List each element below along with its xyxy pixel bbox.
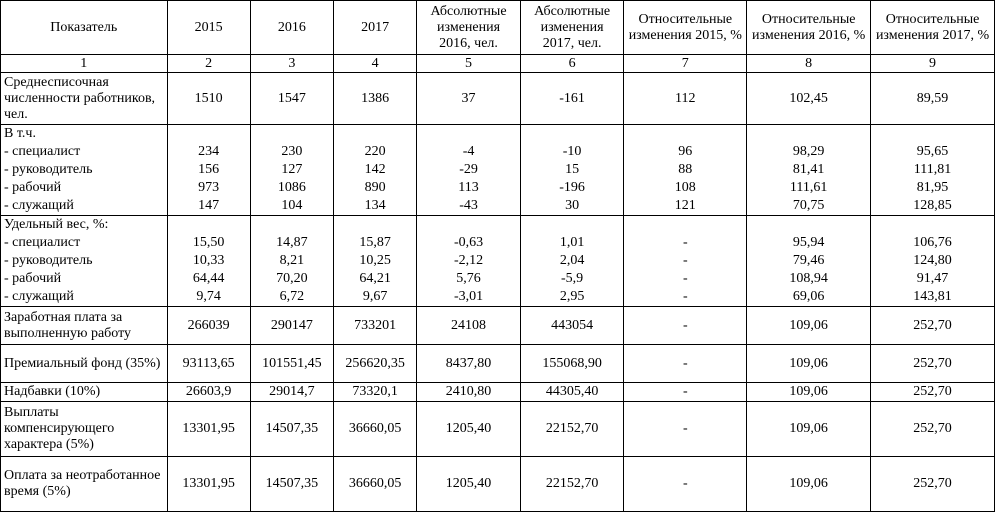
cell-line: 95,65 (916, 144, 949, 159)
cell-line: - рабочий (4, 271, 62, 286)
cell-line: 64,21 (359, 271, 391, 286)
cell-line: 156 (198, 162, 220, 177)
table-cell: 22152,70 (520, 457, 624, 512)
cell-line: 98,29 (792, 144, 825, 159)
cell-line: -43 (459, 198, 478, 213)
cell-line: 220 (364, 144, 386, 159)
cell-line: 142 (364, 162, 386, 177)
column-header: Абсолютные изменения 2016, чел. (417, 1, 521, 55)
column-number-row (1, 55, 995, 73)
table-cell: 8437,80 (417, 345, 521, 383)
cell-line (254, 216, 330, 234)
cell-line: 108,94 (789, 271, 828, 286)
row-label-cell: Выплаты компенсирующего характера (5%) (1, 402, 168, 457)
table-row-wages (1, 307, 995, 345)
table-cell: 26603,9 (167, 383, 250, 402)
cell-line (874, 216, 991, 234)
table-cell: - (624, 383, 747, 402)
table-cell: 73320,1 (334, 383, 417, 402)
table-cell (520, 216, 624, 307)
column-header: 2016 (250, 1, 333, 55)
table-cell: - (624, 402, 747, 457)
cell-line: 9,67 (362, 289, 388, 304)
row-label-cell: Надбавки (10%) (1, 383, 168, 402)
cell-line: 143,81 (913, 289, 952, 304)
cell-line: 1,01 (559, 235, 585, 250)
cell-line (874, 125, 991, 143)
cell-line (420, 125, 517, 143)
table-cell (250, 125, 333, 216)
row-label-cell: Премиальный фонд (35%) (1, 345, 168, 383)
cell-line: 2,04 (559, 253, 585, 268)
table-cell: 443054 (520, 307, 624, 345)
table-cell: 290147 (250, 307, 333, 345)
cell-line (627, 125, 743, 143)
table-cell: 252,70 (871, 345, 995, 383)
cell-line: 70,75 (792, 198, 825, 213)
cell-line: - специалист (4, 144, 81, 159)
table-cell: 155068,90 (520, 345, 624, 383)
table-cell: 4 (334, 55, 417, 73)
table-cell: 109,06 (747, 457, 871, 512)
table-cell: 2 (167, 55, 250, 73)
cell-line: 108 (674, 180, 696, 195)
cell-line: - рабочий (4, 180, 62, 195)
cell-line: 14,87 (276, 235, 308, 250)
cell-line: - руководитель (4, 162, 93, 177)
cell-line: 111,61 (789, 180, 828, 195)
table-row-compensation (1, 402, 995, 457)
cell-line (524, 216, 621, 234)
column-header: Относительные изменения 2017, % (871, 1, 995, 55)
cell-line: 10,25 (359, 253, 391, 268)
table-cell: 44305,40 (520, 383, 624, 402)
cell-line: 106,76 (913, 235, 952, 250)
table-cell: 112 (624, 73, 747, 125)
cell-line: 81,41 (792, 162, 825, 177)
table-cell: 22152,70 (520, 402, 624, 457)
row-label-cell: Заработная плата за выполненную работу (1, 307, 168, 345)
cell-line: -4 (462, 144, 475, 159)
cell-line (171, 125, 247, 143)
cell-line: - (682, 271, 688, 286)
table-cell: 109,06 (747, 383, 871, 402)
table-cell (417, 125, 521, 216)
cell-line: 234 (198, 144, 220, 159)
cell-line: 9,74 (196, 289, 221, 304)
row-label-cell: Среднесписочная численности работников, чел. (1, 73, 168, 125)
column-header: Относительные изменения 2015, % (624, 1, 747, 55)
table-cell: - (624, 457, 747, 512)
table-cell (520, 125, 624, 216)
table-cell: 1205,40 (417, 402, 521, 457)
cell-line (337, 216, 413, 234)
table-cell: 6 (520, 55, 624, 73)
table-cell: 252,70 (871, 402, 995, 457)
table-cell: 1547 (250, 73, 333, 125)
table-cell: 13301,95 (167, 457, 250, 512)
table-cell: 252,70 (871, 457, 995, 512)
table-cell (417, 216, 521, 307)
cell-line: 96 (678, 144, 693, 159)
table-cell: 1386 (334, 73, 417, 125)
cell-line: 91,47 (916, 271, 949, 286)
cell-line: - (682, 289, 688, 304)
table-cell (747, 125, 871, 216)
table-cell: 9 (871, 55, 995, 73)
table-cell (624, 216, 747, 307)
table-cell (334, 216, 417, 307)
cell-line: 230 (281, 144, 303, 159)
cell-line: 8,21 (279, 253, 305, 268)
cell-line: 1086 (277, 180, 306, 195)
table-cell: 29014,7 (250, 383, 333, 402)
cell-line: 104 (281, 198, 303, 213)
cell-line (420, 216, 517, 234)
table-cell: 37 (417, 73, 521, 125)
cell-line: - служащий (4, 198, 74, 213)
cell-line: Удельный вес, %: (4, 217, 109, 232)
table-cell: 13301,95 (167, 402, 250, 457)
table-cell: 36660,05 (334, 457, 417, 512)
cell-line: 15 (565, 162, 580, 177)
column-header: Показатель (1, 1, 168, 55)
cell-line (627, 216, 743, 234)
cell-line: 890 (364, 180, 386, 195)
table-cell: - (624, 307, 747, 345)
cell-line: 121 (674, 198, 696, 213)
cell-line: - руководитель (4, 253, 93, 268)
cell-line: 88 (678, 162, 693, 177)
cell-line: 134 (364, 198, 386, 213)
table-row-including (1, 125, 995, 216)
table-row-share (1, 216, 995, 307)
cell-line: 70,20 (276, 271, 308, 286)
table-cell (624, 125, 747, 216)
table-row-bonus (1, 345, 995, 383)
table-cell: 101551,45 (250, 345, 333, 383)
row-label-cell (1, 125, 168, 216)
table-row-avg-headcount (1, 73, 995, 125)
table-cell: 1205,40 (417, 457, 521, 512)
table-cell (167, 125, 250, 216)
cell-line: 128,85 (913, 198, 952, 213)
column-header: 2017 (334, 1, 417, 55)
row-label-cell: Оплата за неотработанное время (5%) (1, 457, 168, 512)
cell-line: -10 (562, 144, 582, 159)
table-cell: 733201 (334, 307, 417, 345)
cell-line (254, 125, 330, 143)
table-cell (747, 216, 871, 307)
header-row (1, 1, 995, 55)
cell-line: 95,94 (792, 235, 825, 250)
cell-line: -2,12 (453, 253, 484, 268)
table-cell: 5 (417, 55, 521, 73)
cell-line: 2,95 (559, 289, 585, 304)
cell-line: 64,44 (192, 271, 225, 286)
cell-line (750, 125, 867, 143)
cell-line: -3,01 (453, 289, 484, 304)
table-cell (334, 125, 417, 216)
cell-line: 127 (281, 162, 303, 177)
cell-line: - специалист (4, 235, 81, 250)
table-row-allowance (1, 383, 995, 402)
cell-line: -29 (459, 162, 478, 177)
table-cell: -161 (520, 73, 624, 125)
table-cell: - (624, 345, 747, 383)
cell-line: 15,87 (359, 235, 391, 250)
table-cell: 8 (747, 55, 871, 73)
table-cell: 109,06 (747, 402, 871, 457)
cell-line (750, 216, 867, 234)
cell-line: 79,46 (792, 253, 825, 268)
column-header: Абсолютные изменения 2017, чел. (520, 1, 624, 55)
table-cell: 1510 (167, 73, 250, 125)
cell-line: -0,63 (453, 235, 484, 250)
table-cell: 93113,65 (167, 345, 250, 383)
cell-line: - служащий (4, 289, 74, 304)
table-cell: 89,59 (871, 73, 995, 125)
table-cell: 14507,35 (250, 457, 333, 512)
row-label-cell (1, 216, 168, 307)
cell-line: В т.ч. (4, 126, 36, 141)
column-header: 2015 (167, 1, 250, 55)
table-cell (871, 216, 995, 307)
cell-line: 10,33 (192, 253, 225, 268)
table-cell: 2410,80 (417, 383, 521, 402)
cell-line: - (682, 235, 688, 250)
column-header: Относительные изменения 2016, % (747, 1, 871, 55)
cell-line: 111,81 (913, 162, 952, 177)
table-cell: 256620,35 (334, 345, 417, 383)
cell-line: 973 (198, 180, 220, 195)
cell-line: 147 (198, 198, 220, 213)
table-cell: 252,70 (871, 383, 995, 402)
cell-line: 6,72 (279, 289, 305, 304)
cell-line (524, 125, 621, 143)
cell-line: 15,50 (192, 235, 225, 250)
cell-line (171, 216, 247, 234)
cell-line: - (682, 253, 688, 268)
table-cell: 252,70 (871, 307, 995, 345)
table-cell: 102,45 (747, 73, 871, 125)
table-cell: 24108 (417, 307, 521, 345)
table-cell (167, 216, 250, 307)
table-cell (871, 125, 995, 216)
cell-line: -5,9 (561, 271, 584, 286)
cell-line: 5,76 (456, 271, 481, 286)
table-cell (250, 216, 333, 307)
cell-line: 81,95 (916, 180, 949, 195)
cell-line: 30 (565, 198, 580, 213)
table-row-unworked (1, 457, 995, 512)
cell-line: -196 (559, 180, 585, 195)
table-cell: 3 (250, 55, 333, 73)
table-cell: 109,06 (747, 307, 871, 345)
cell-line: 124,80 (913, 253, 952, 268)
cell-line: 113 (458, 180, 479, 195)
cell-line (337, 125, 413, 143)
table-cell: 266039 (167, 307, 250, 345)
table-cell: 109,06 (747, 345, 871, 383)
cell-line: 69,06 (792, 289, 825, 304)
row-label-cell: 1 (1, 55, 168, 73)
table-cell: 7 (624, 55, 747, 73)
table-cell: 36660,05 (334, 402, 417, 457)
table-cell: 14507,35 (250, 402, 333, 457)
